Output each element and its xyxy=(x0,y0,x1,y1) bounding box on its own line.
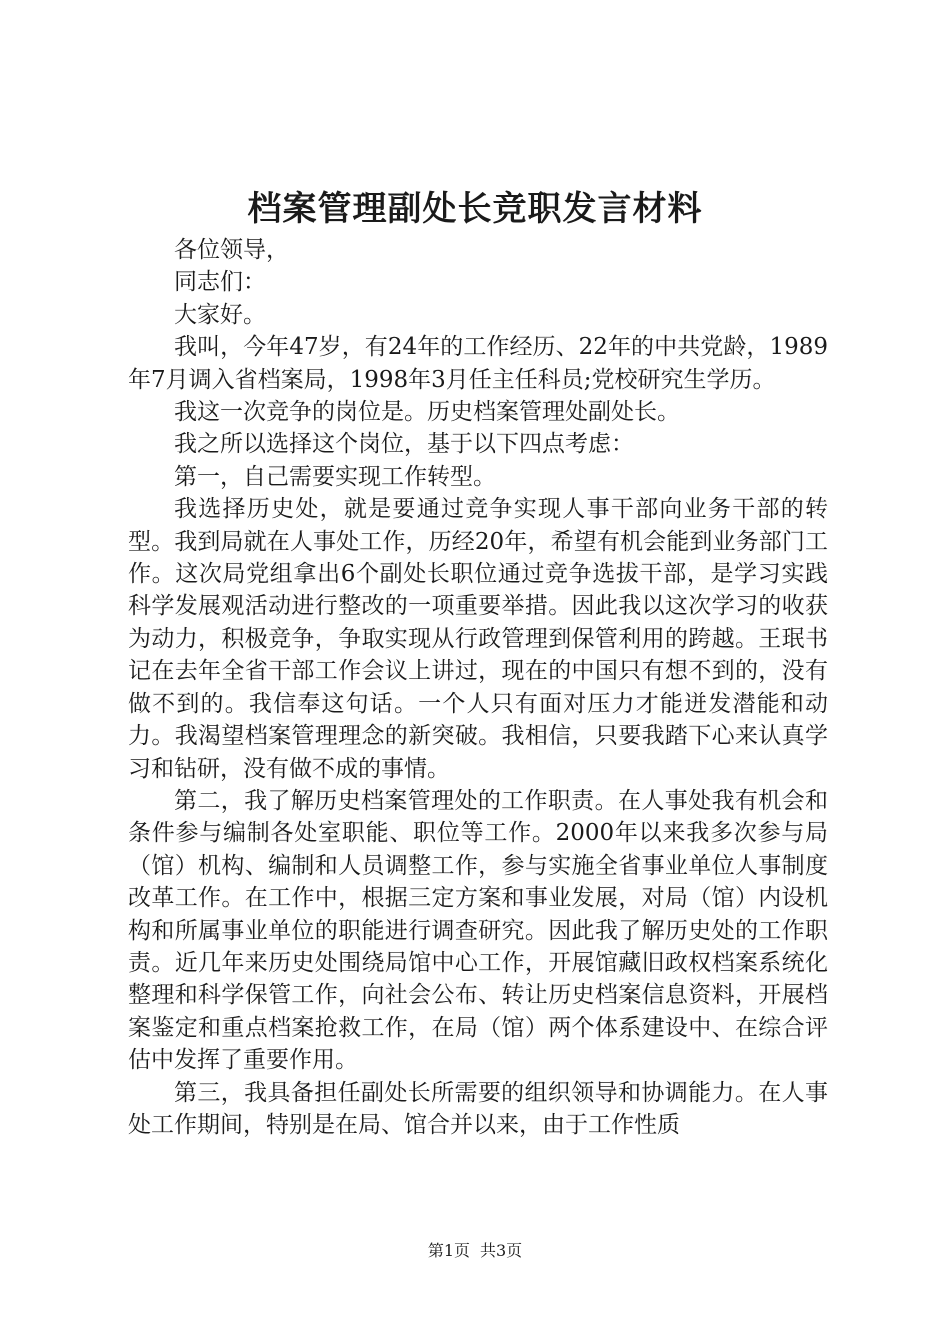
paragraph: 我叫，今年47岁，有24年的工作经历、22年的中共党龄，1989年7月调入省档案局，1998年3月任主任科员;党校研究生学历。 xyxy=(128,334,828,393)
document-title: 档案管理副处长竞职发言材料 xyxy=(247,189,703,229)
paragraph: 第一，自己需要实现工作转型。 xyxy=(174,463,496,490)
document-body xyxy=(128,234,828,1141)
paragraph: 大家好。 xyxy=(174,301,266,328)
page-number: 第1页 xyxy=(427,1241,470,1260)
paragraph: 我这一次竞争的岗位是。历史档案管理处副处长。 xyxy=(174,399,680,426)
paragraph: 同志们： xyxy=(174,269,266,296)
paragraph: 我选择历史处，就是要通过竞争实现人事干部向业务干部的转型。我到局就在人事处工作，历经20年，希望有机会能到业务部门工作。这次局党组拿出6个副处长职位通过竞争选拔干部，是学习实践科学发展观活动进行整改的一项重要举措。因此我以这次学习的收获为动力，积极竞争，争取实现从行政管理到保管利用的跨越。王珉书记在去年全省干部工作会议上讲过，现在的中国只有想不到的，没有做不到的。我信奉这句话。一个人只有面对压力才能迸发潜能和动力。我渴望档案管理理念的新突破。我相信，只要我踏下心来认真学习和钻研，没有做不成的事情。 xyxy=(128,496,828,782)
paragraph: 各位领导， xyxy=(174,237,289,263)
paragraph: 第三，我具备担任副处长所需要的组织领导和协调能力。在人事处工作期间，特别是在局、馆合并以来，由于工作性质 xyxy=(128,1079,828,1138)
page-total: 共3页 xyxy=(480,1241,523,1260)
paragraph: 第二，我了解历史档案管理处的工作职责。在人事处我有机会和条件参与编制各处室职能、职位等工作。2000年以来我多次参与局（馆）机构、编制和人员调整工作，参与实施全省事业单位人事制度改革工作。在工作中，根据三定方案和事业发展，对局（馆）内设机构和所属事业单位的职能进行调查研究。因此我了解历史处的工作职责。近几年来历史处围绕局馆中心工作，开展馆藏旧政权档案系统化整理和科学保管工作，向社会公布、转让历史档案信息资料，开展档案鉴定和重点档案抢救工作，在局（馆）两个体系建设中、在综合评估中发挥了重要作用。 xyxy=(128,787,828,1074)
page-footer xyxy=(0,1240,950,1262)
paragraph: 我之所以选择这个岗位，基于以下四点考虑： xyxy=(174,431,634,458)
